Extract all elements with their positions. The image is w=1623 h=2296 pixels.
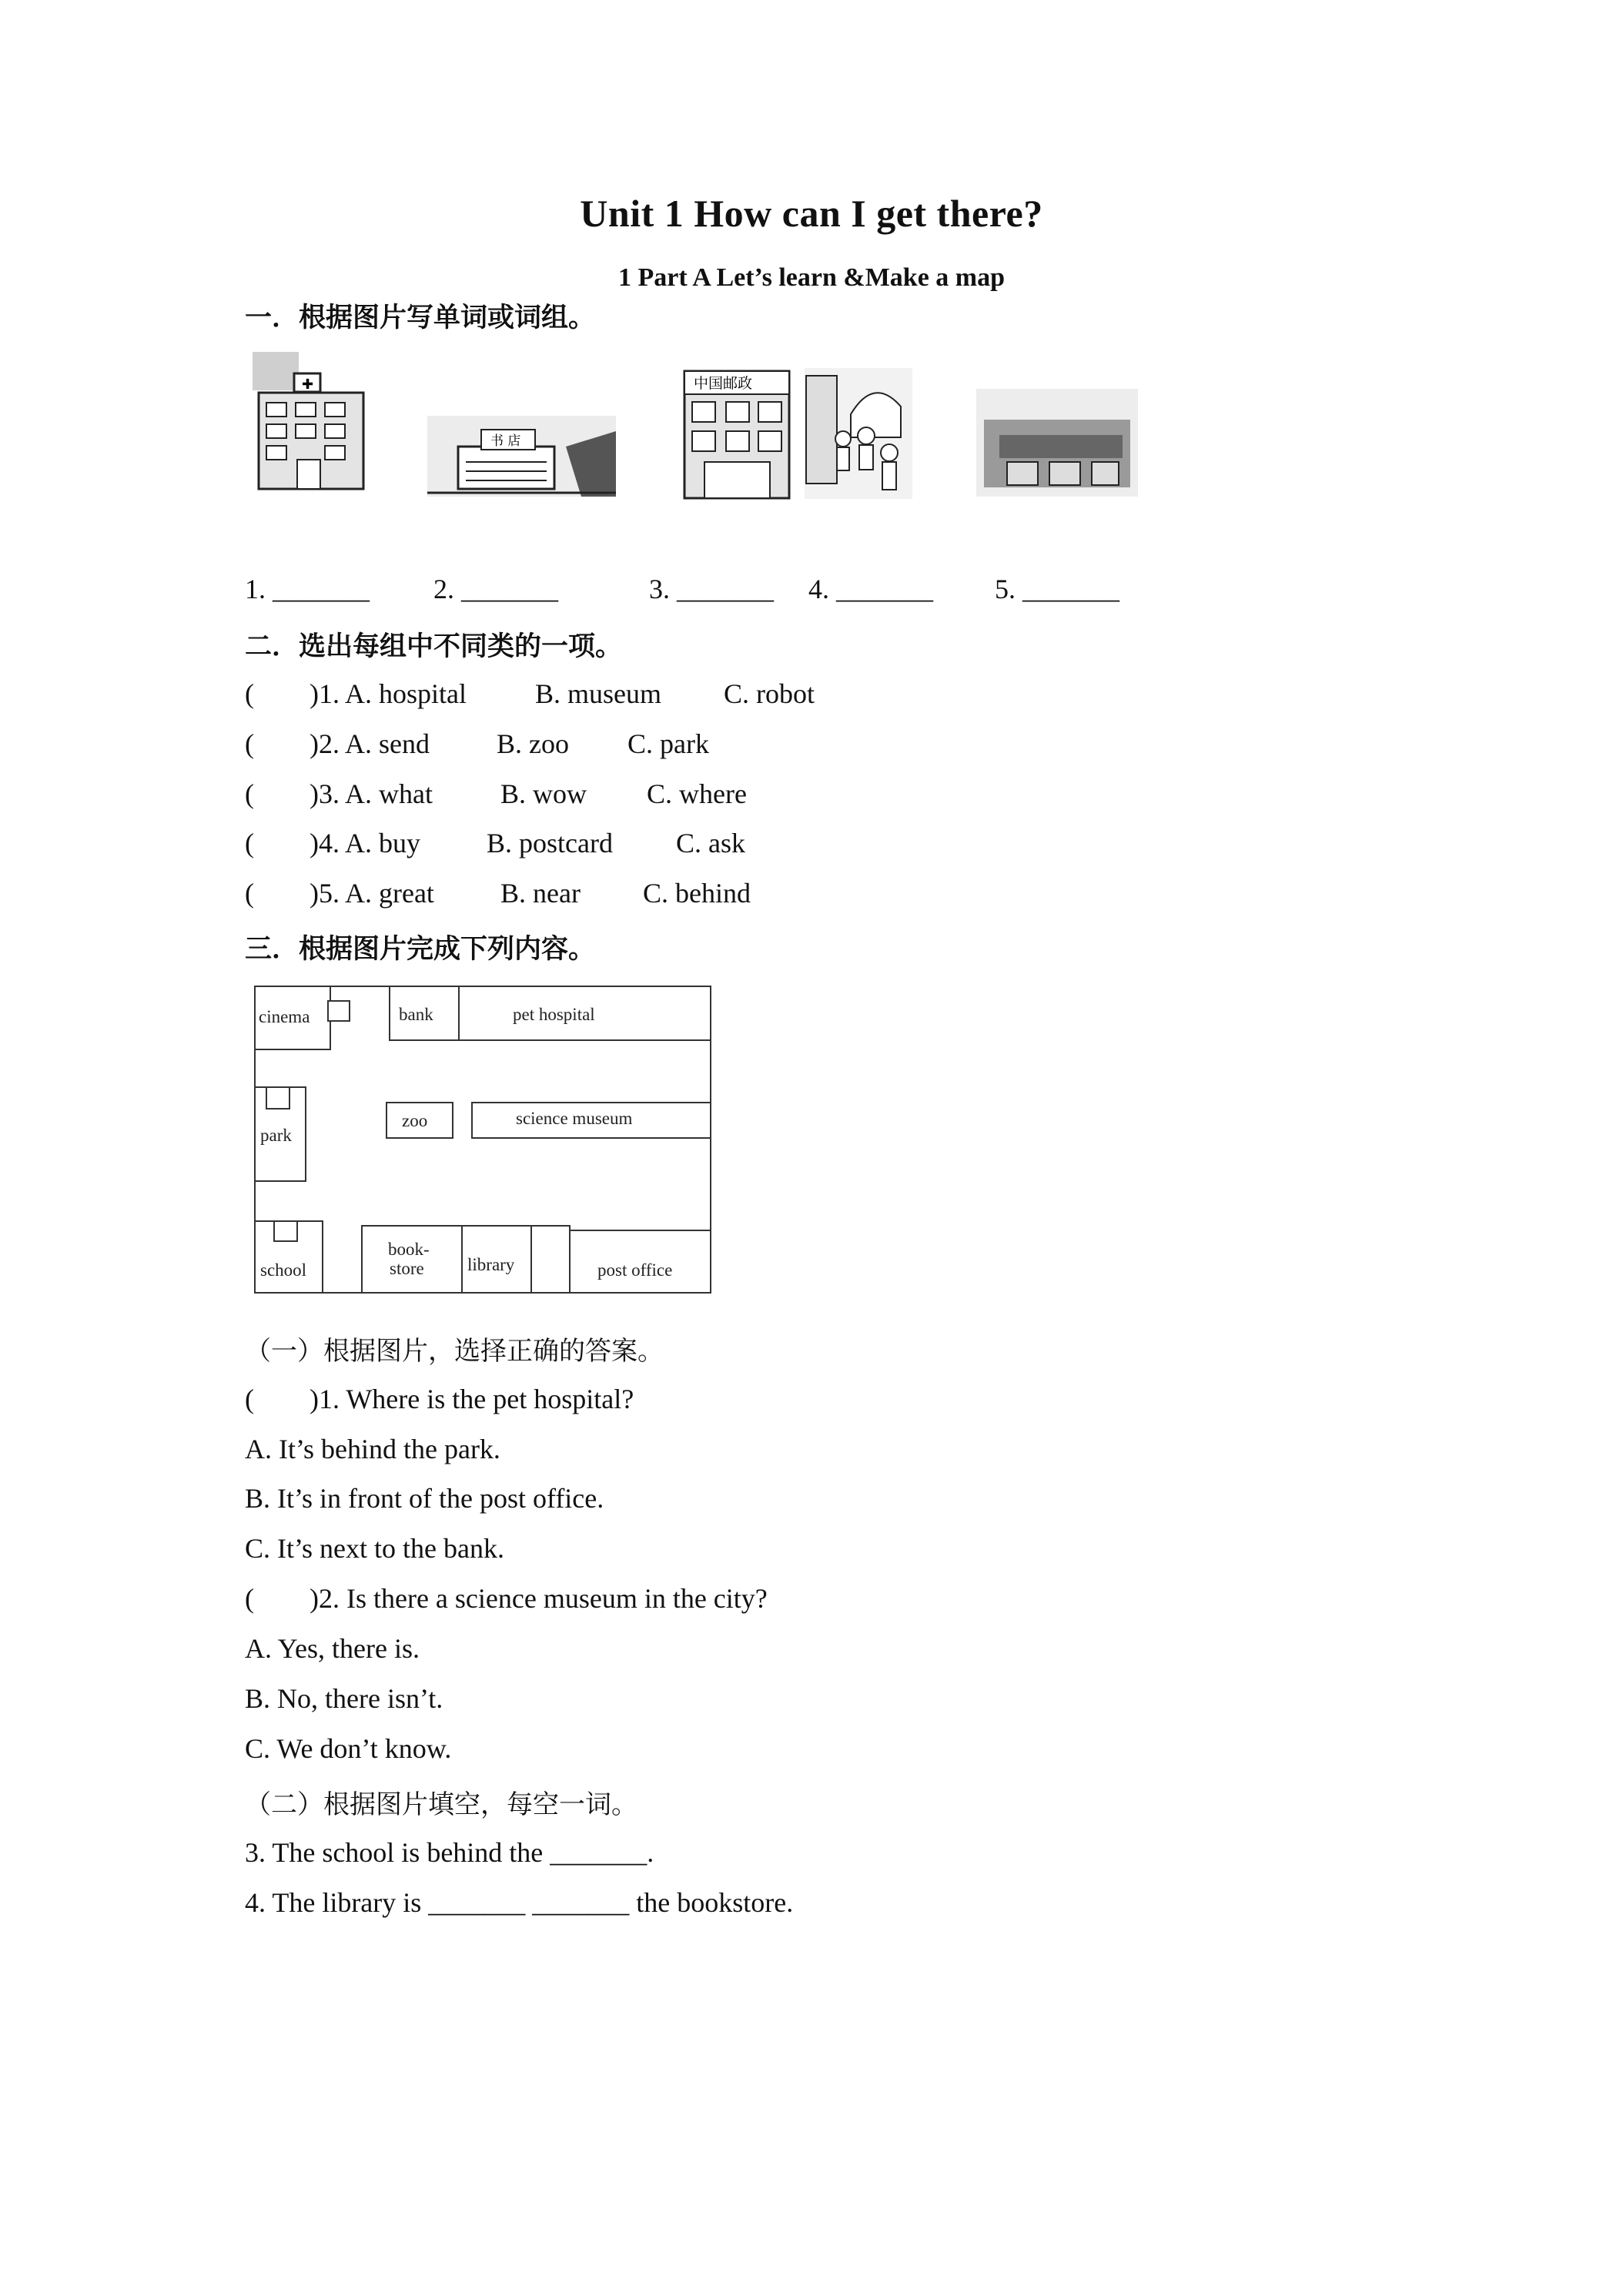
question-2: ( )2. Is there a science museum in the city?	[245, 1583, 768, 1614]
part2-heading: （二）根据图片填空，每空一词。	[245, 1789, 637, 1820]
item-3-prefix: ( )3. A. what	[245, 778, 433, 809]
section1-heading: 一．根据图片写单词或词组。	[245, 303, 596, 333]
section2-heading: 二．选出每组中不同类的一项。	[245, 631, 623, 662]
map-label-park: park	[260, 1126, 292, 1145]
item-2-prefix: ( )2. A. send	[245, 728, 430, 759]
q1-option-a: A. It’s behind the park.	[245, 1434, 500, 1464]
blank-2[interactable]: 2. _______	[433, 574, 558, 604]
blank-3[interactable]: 3. _______	[649, 574, 774, 604]
q2-option-c: C. We don’t know.	[245, 1733, 452, 1764]
map-label-science-museum: science museum	[516, 1109, 633, 1128]
worksheet-title: Unit 1 How can I get there?	[580, 192, 1043, 235]
q2-option-b: B. No, there isn’t.	[245, 1683, 443, 1714]
item-5-c: C. behind	[643, 878, 751, 909]
item-5-b: B. near	[500, 878, 581, 909]
post-office-sign-text: 中国邮政	[694, 375, 753, 392]
hospital-picture	[248, 350, 371, 493]
blank-1[interactable]: 1. _______	[245, 574, 370, 604]
q2-option-a: A. Yes, there is.	[245, 1633, 420, 1664]
map-label-library: library	[467, 1255, 515, 1274]
question-4: 4. The library is _______ _______ the bookstore.	[245, 1887, 794, 1918]
q1-option-b: B. It’s in front of the post office.	[245, 1483, 604, 1514]
map-label-bookstore-2: store	[390, 1259, 424, 1278]
question-1: ( )1. Where is the pet hospital?	[245, 1384, 634, 1414]
map-label-pet-hospital: pet hospital	[513, 1005, 595, 1024]
map-label-cinema: cinema	[259, 1007, 310, 1026]
svg-text:✚: ✚	[302, 377, 314, 393]
map-label-post-office: post office	[597, 1260, 673, 1280]
city-map	[254, 986, 711, 1294]
question-3: 3. The school is behind the _______.	[245, 1837, 654, 1868]
map-label-zoo: zoo	[402, 1111, 428, 1130]
q1-option-c: C. It’s next to the bank.	[245, 1533, 504, 1564]
item-4-prefix: ( )4. A. buy	[245, 828, 420, 858]
map-label-bank: bank	[399, 1005, 433, 1024]
bookstore-picture	[427, 416, 616, 497]
item-2-b: B. zoo	[497, 728, 569, 759]
zoo-picture	[805, 368, 912, 499]
item-4-b: B. postcard	[487, 828, 613, 858]
part1-heading: （一）根据图片，选择正确的答案。	[245, 1336, 664, 1367]
post-office-picture	[681, 354, 793, 500]
section3-heading: 三．根据图片完成下列内容。	[245, 934, 596, 965]
item-3-c: C. where	[647, 778, 747, 809]
item-3-b: B. wow	[500, 778, 587, 809]
bookstore-sign-text: 书 店	[490, 433, 521, 449]
item-2-c: C. park	[627, 728, 709, 759]
blank-5[interactable]: 5. _______	[995, 574, 1119, 604]
worksheet-subtitle: 1 Part A Let’s learn &Make a map	[617, 263, 1006, 292]
item-4-c: C. ask	[676, 828, 745, 858]
item-1-b: B. museum	[535, 678, 662, 709]
item-5-prefix: ( )5. A. great	[245, 878, 434, 909]
cinema-picture	[976, 389, 1138, 497]
item-1-prefix: ( )1. A. hospital	[245, 678, 467, 709]
map-label-bookstore-1: book-	[388, 1240, 430, 1259]
map-label-school: school	[260, 1260, 307, 1280]
blank-4[interactable]: 4. _______	[808, 574, 933, 604]
item-1-c: C. robot	[724, 678, 815, 709]
